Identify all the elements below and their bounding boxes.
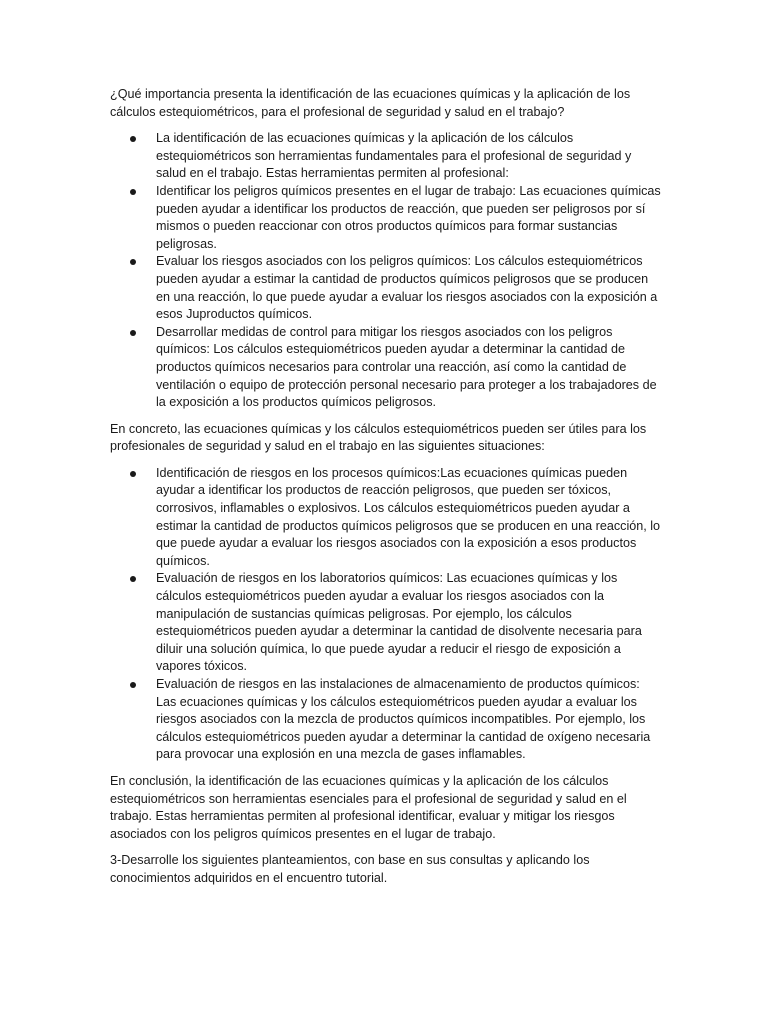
bullet-icon	[130, 136, 136, 142]
list-item-text: Identificación de riesgos en los procesos químicos:Las ecuaciones químicas pueden ayudar a identificar los productos de reacción peligrosos, que pueden ser tóxicos, corrosivos, inflamables o explosivos. Los cálculos estequiométricos pueden ayudar a estimar la cantidad de productos químicos peligrosos que se producen en una reacción, lo que puede ayudar a evaluar los riesgos asociados con la exposición a esos productos químicos.	[156, 465, 661, 568]
next-task-paragraph: 3-Desarrolle los siguientes planteamientos, con base en sus consultas y aplicando los conocimientos adquiridos en el encuentro tutorial.	[110, 853, 590, 885]
list-item	[110, 676, 662, 764]
bullet-icon	[130, 189, 136, 195]
bullet-icon	[130, 576, 136, 582]
list-item-text: La identificación de las ecuaciones químicas y la aplicación de los cálculos estequiométricos son herramientas fundamentales para el profesional de seguridad y salud en el trabajo. Estas herramientas permiten al profesional:	[156, 131, 632, 181]
list-item-text: Evaluar los riesgos asociados con los peligros químicos: Los cálculos estequiométricos pueden ayudar a estimar la cantidad de productos químicos peligrosos que se producen en una reacción, lo que puede ayudar a evaluar los riesgos asociados con la exposición a esos Juproductos químicos.	[156, 254, 658, 322]
list-item-text: Evaluación de riesgos en las instalaciones de almacenamiento de productos químicos: Las ecuaciones químicas y los cálculos estequiométricos pueden ayudar a evaluar los riesgos asociados con la mezcla de productos químicos incompatibles. Por ejemplo, los cálculos estequiométricos pueden ayudar a determinar la cantidad de oxígeno necesaria para provocar una explosión en una mezcla de gases inflamables.	[156, 677, 651, 762]
bullet-icon	[130, 471, 136, 477]
bullet-list-1	[110, 130, 662, 412]
list-item	[110, 570, 662, 676]
list-item	[110, 465, 662, 571]
bullet-icon	[130, 259, 136, 265]
list-item	[110, 183, 662, 253]
situations-intro-paragraph: En concreto, las ecuaciones químicas y los cálculos estequiométricos pueden ser útiles para los profesionales de seguridad y salud en el trabajo en las siguientes situaciones:	[110, 421, 647, 454]
list-item	[110, 130, 662, 183]
question-paragraph: ¿Qué importancia presenta la identificación de las ecuaciones químicas y la aplicación de los cálculos estequiométricos, para el profesional de seguridad y salud en el trabajo?	[110, 87, 631, 119]
list-item-text: Identificar los peligros químicos presentes en el lugar de trabajo: Las ecuaciones químicas pueden ayudar a identificar los productos de reacción, que pueden ser peligrosos por sí mismos o pueden reaccionar con otros productos químicos para formar sustancias peligrosas.	[156, 183, 661, 251]
document-body	[110, 86, 662, 897]
list-item	[110, 324, 662, 412]
conclusion-paragraph: En conclusión, la identificación de las ecuaciones químicas y la aplicación de los cálculos estequiométricos son herramientas esenciales para el profesional de seguridad y salud en el trabajo. Estas herramientas permiten al profesional identificar, evaluar y mitigar los riesgos asociados con los peligros químicos presentes en el lugar de trabajo.	[110, 773, 627, 841]
bullet-icon	[130, 330, 136, 336]
list-item	[110, 253, 662, 323]
list-item-text: Evaluación de riesgos en los laboratorios químicos: Las ecuaciones químicas y los cálculos estequiométricos pueden ayudar a evaluar los riesgos asociados con la manipulación de sustancias químicas peligrosas. Por ejemplo, los cálculos estequiométricos pueden ayudar a determinar la cantidad de disolvente necesaria para diluir una solución química, lo que puede ayudar a reducir el riesgo de exposición a vapores tóxicos.	[156, 571, 642, 674]
bullet-icon	[130, 682, 136, 688]
list-item-text: Desarrollar medidas de control para mitigar los riesgos asociados con los peligros químicos: Los cálculos estequiométricos pueden ayudar a determinar la cantidad de productos químicos necesarios para controlar una reacción, así como la cantidad de ventilación o equipo de protección personal necesario para proteger a los trabajadores de la exposición a los productos químicos peligrosos.	[156, 324, 657, 410]
bullet-list-2	[110, 465, 662, 764]
